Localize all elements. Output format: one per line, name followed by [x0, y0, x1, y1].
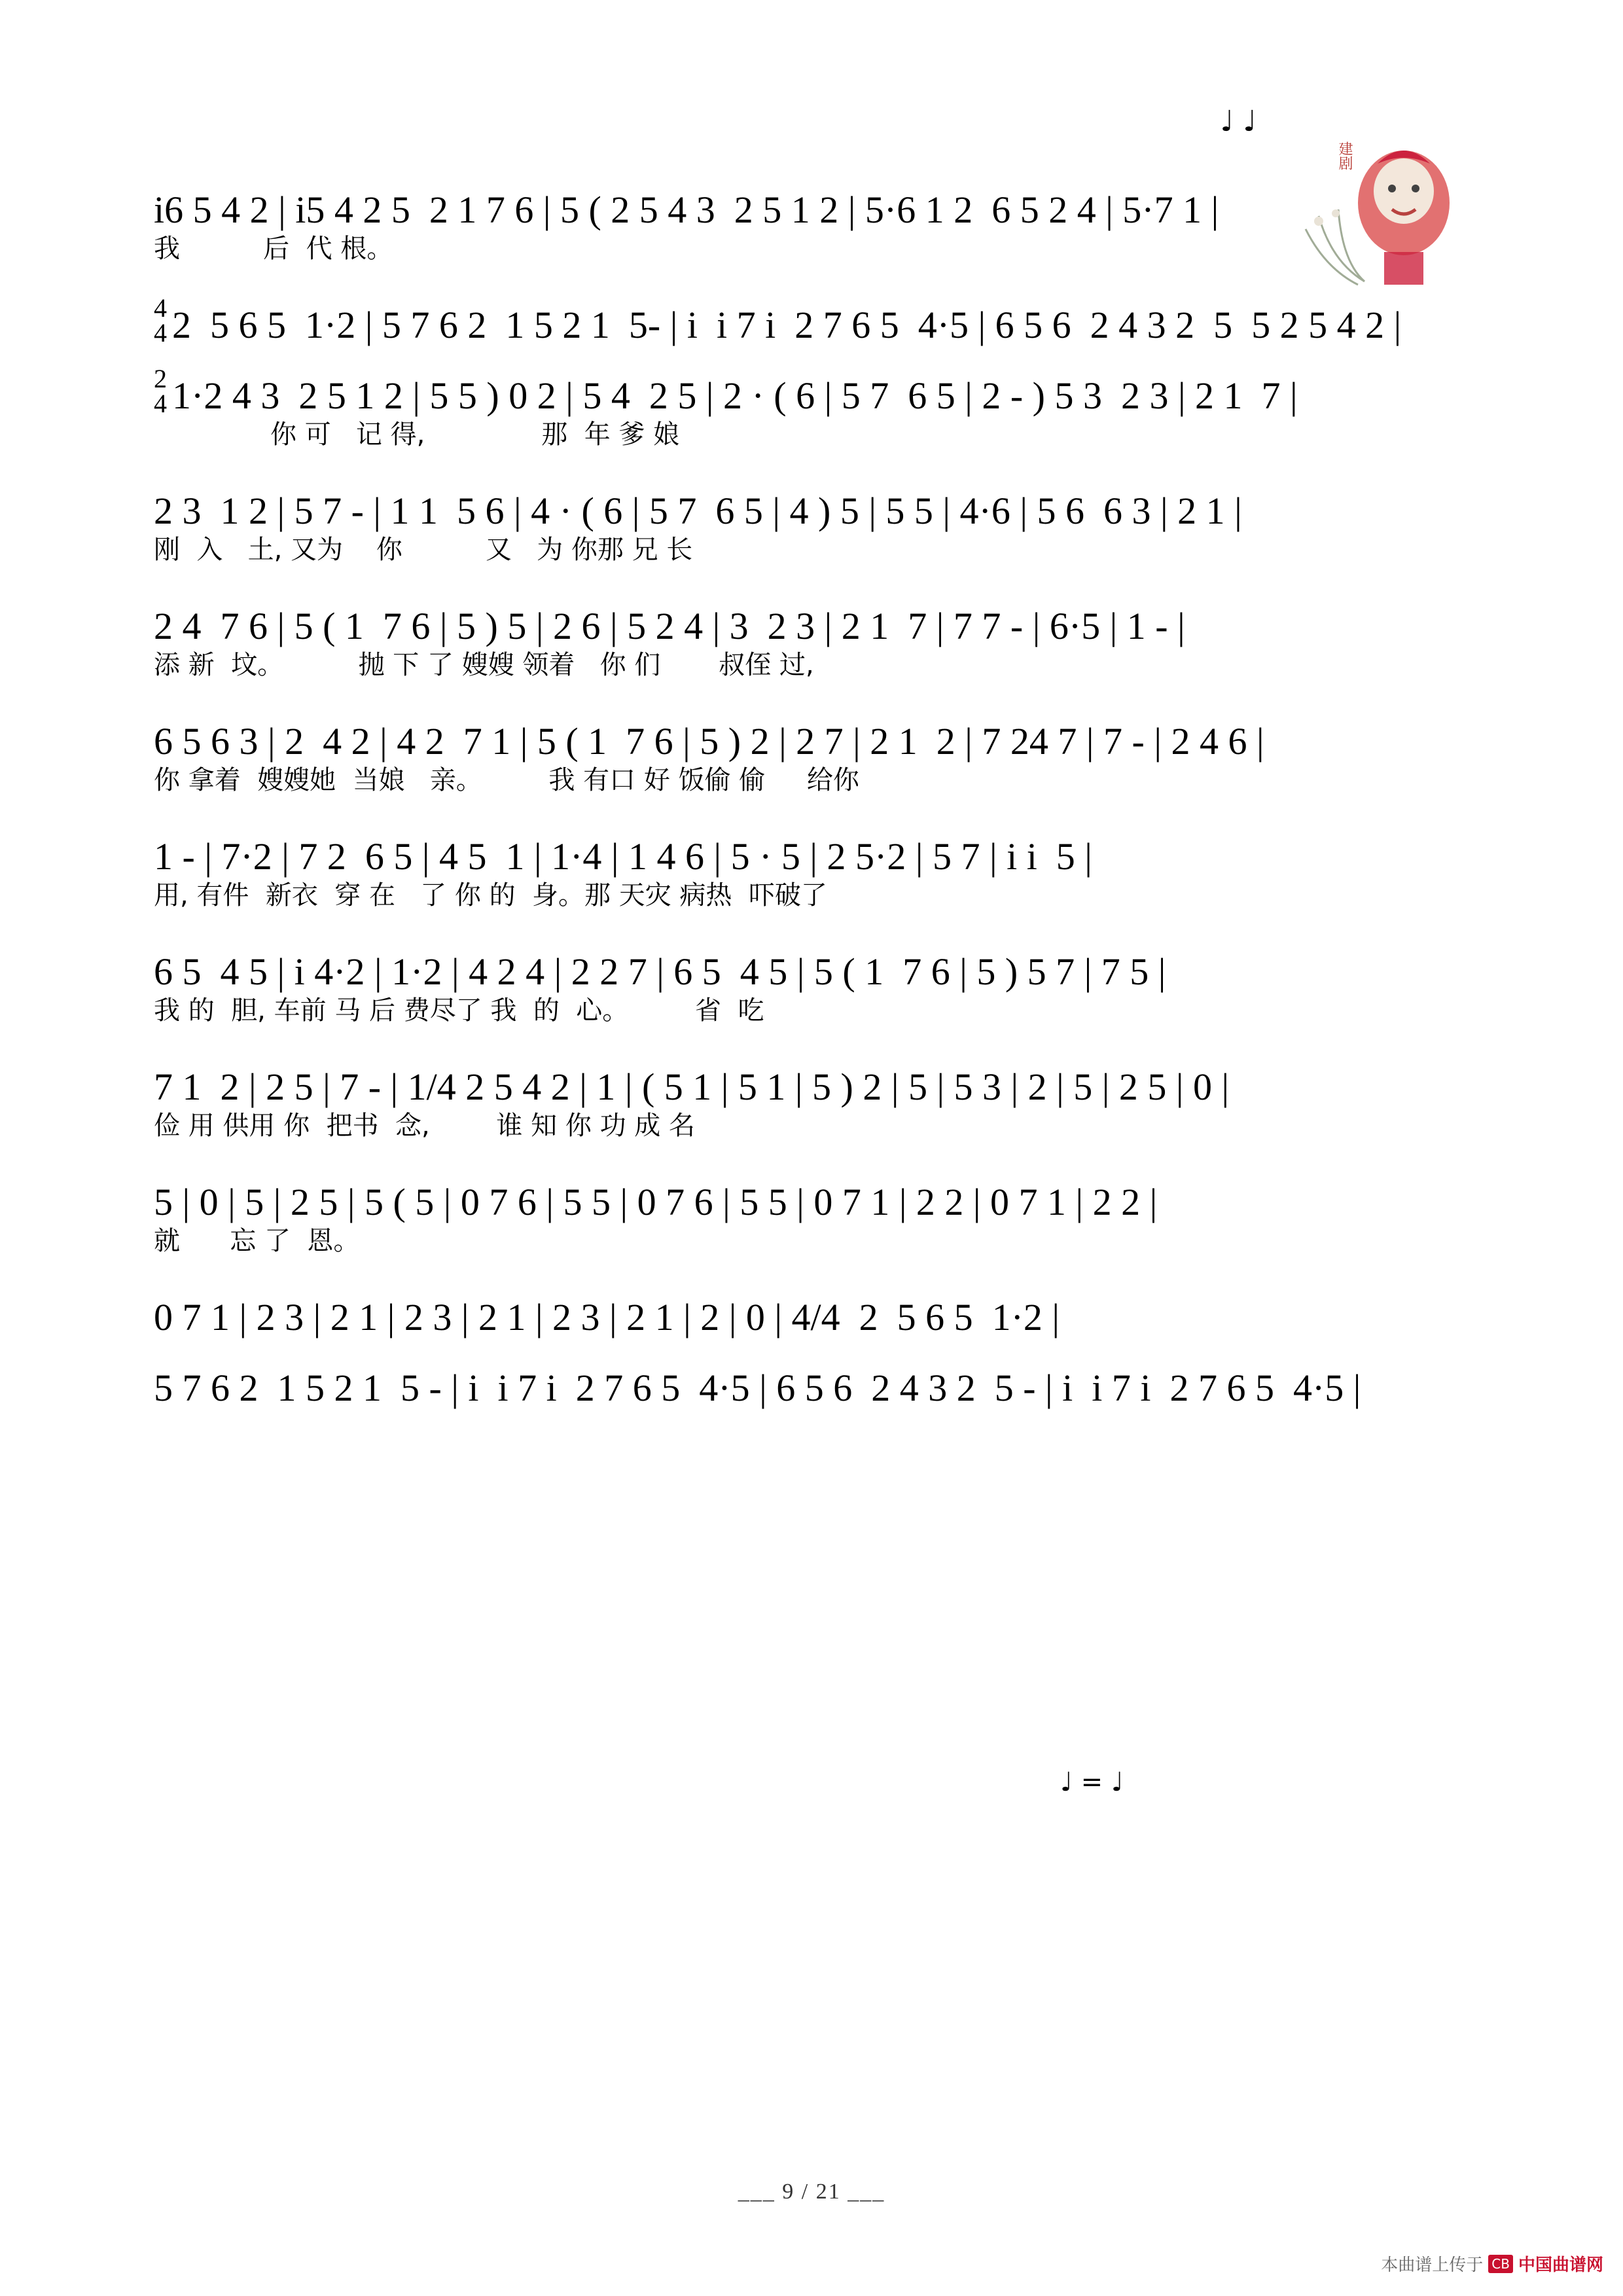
notation-line: i6 5 4 2 | i5 4 2 5 2 1 7 6 | 5 ( 2 5 4 3 2 5 1 2 | 5·6 1 2 6 5 2 4 | 5·7 1 |	[154, 188, 1219, 232]
lyric-line: 你 拿着 嫂嫂她 当娘 亲。 我 有口 好 饭偷 偷 给你	[154, 765, 859, 795]
notation-line	[154, 292, 1476, 346]
music-system	[154, 1054, 1476, 1152]
notation-line: 1 - | 7·2 | 7 2 6 5 | 4 5 1 | 1·4 | 1 4 6 | 5 · 5 | 2 5·2 | 5 7 | i i 5 |	[154, 835, 1092, 878]
notation-text: 2 5 6 5 1·2 | 5 7 6 2 1 5 2 1 5- | i i 7 i 2 7 6 5 4·5 | 6 5 6 2 4 3 2 5 5 2 5 4 2 |	[172, 304, 1402, 347]
notation-line: 5 7 6 2 1 5 2 1 5 - | i i 7 i 2 7 6 5 4·5 | 6 5 6 2 4 3 2 5 - | i i 7 i 2 7 6 5 4·5 |	[154, 1367, 1361, 1410]
time-signature: 2 4	[154, 364, 167, 418]
music-system	[154, 708, 1476, 806]
notation-line: 2 3 1 2 | 5 7 - | 1 1 5 6 | 4 · ( 6 | 5 7 6 5 | 4 ) 5 | 5 5 | 4·6 | 5 6 6 3 | 2 1 |	[154, 490, 1242, 533]
notation-line: 0 7 1 | 2 3 | 2 1 | 2 3 | 2 1 | 2 3 | 2 1 | 2 | 0 | 4/4 2 5 6 5 1·2 |	[154, 1296, 1060, 1339]
music-system	[154, 478, 1476, 576]
lyric-line: 我 后 代 根。	[154, 234, 393, 264]
music-system	[154, 823, 1476, 922]
tempo-mark-mid: ♩ = ♩	[1060, 1767, 1124, 1797]
lyric-line: 就 忘 了 恩。	[154, 1226, 360, 1256]
notation-line: 2 4 7 6 | 5 ( 1 7 6 | 5 ) 5 | 2 6 | 5 2 4 | 3 2 3 | 2 1 7 | 7 7 - | 6·5 | 1 - |	[154, 605, 1185, 648]
music-system	[154, 939, 1476, 1037]
credit-badge: CB	[1488, 2255, 1513, 2273]
lyric-line: 刚 入 土, 又为 你 又 为 你那 兄 长	[154, 535, 693, 565]
notation-text: 1·2 4 3 2 5 1 2 | 5 5 ) 0 2 | 5 4 2 5 | 2 · ( 6 | 5 7 6 5 | 2 - ) 5 3 2 3 | 2 1 7 |	[172, 374, 1298, 418]
music-system	[154, 177, 1476, 275]
credit-text: 本曲谱上传于	[1381, 2255, 1484, 2275]
music-system	[154, 292, 1476, 346]
notation-line: 7 1 2 | 2 5 | 7 - | 1/4 2 5 4 2 | 1 | ( 5 1 | 5 1 | 5 ) 2 | 5 | 5 3 | 2 | 5 | 2 5 | 0 |	[154, 1066, 1230, 1109]
music-system	[154, 1169, 1476, 1267]
notation-line: 6 5 6 3 | 2 4 2 | 4 2 7 1 | 5 ( 1 7 6 | 5 ) 2 | 2 7 | 2 1 2 | 7 24 7 | 7 - | 2 4 6 |	[154, 720, 1264, 763]
lyric-line: 添 新 坟。 抛 下 了 嫂嫂 领着 你 们 叔侄 过,	[154, 650, 814, 680]
time-signature: 4 4	[154, 293, 167, 348]
lyric-line: 用, 有件 新衣 穿 在 了 你 的 身。那 天灾 病热 吓破了	[154, 880, 827, 910]
music-system	[154, 1284, 1476, 1338]
page-number-text: ___ 9 / 21 ___	[738, 2179, 885, 2204]
credit-site: 中国曲谱网	[1518, 2255, 1603, 2275]
music-system	[154, 363, 1476, 461]
upload-credit	[1381, 2251, 1603, 2276]
notation-line: 6 5 4 5 | i 4·2 | 1·2 | 4 2 4 | 2 2 7 | 6 5 4 5 | 5 ( 1 7 6 | 5 ) 5 7 | 7 5 |	[154, 950, 1166, 994]
lyric-line: 你 可 记 得, 那 年 爹 娘	[154, 420, 680, 450]
music-systems	[154, 177, 1476, 1415]
music-system	[154, 1355, 1476, 1408]
page-number	[0, 2179, 1623, 2204]
tempo-mark-top: ♩ ♩	[1220, 105, 1257, 138]
music-system	[154, 593, 1476, 691]
notation-line	[154, 363, 1476, 416]
lyric-line: 我 的 胆, 车前 马 后 费尽了 我 的 心。 省 吃	[154, 996, 764, 1026]
stamp-label: 建剧	[1336, 141, 1353, 170]
lyric-line: 俭 用 供用 你 把书 念, 谁 知 你 功 成 名	[154, 1111, 696, 1141]
notation-line: 5 | 0 | 5 | 2 5 | 5 ( 5 | 0 7 6 | 5 5 | 0 7 6 | 5 5 | 0 7 1 | 2 2 | 0 7 1 | 2 2 |	[154, 1181, 1158, 1224]
